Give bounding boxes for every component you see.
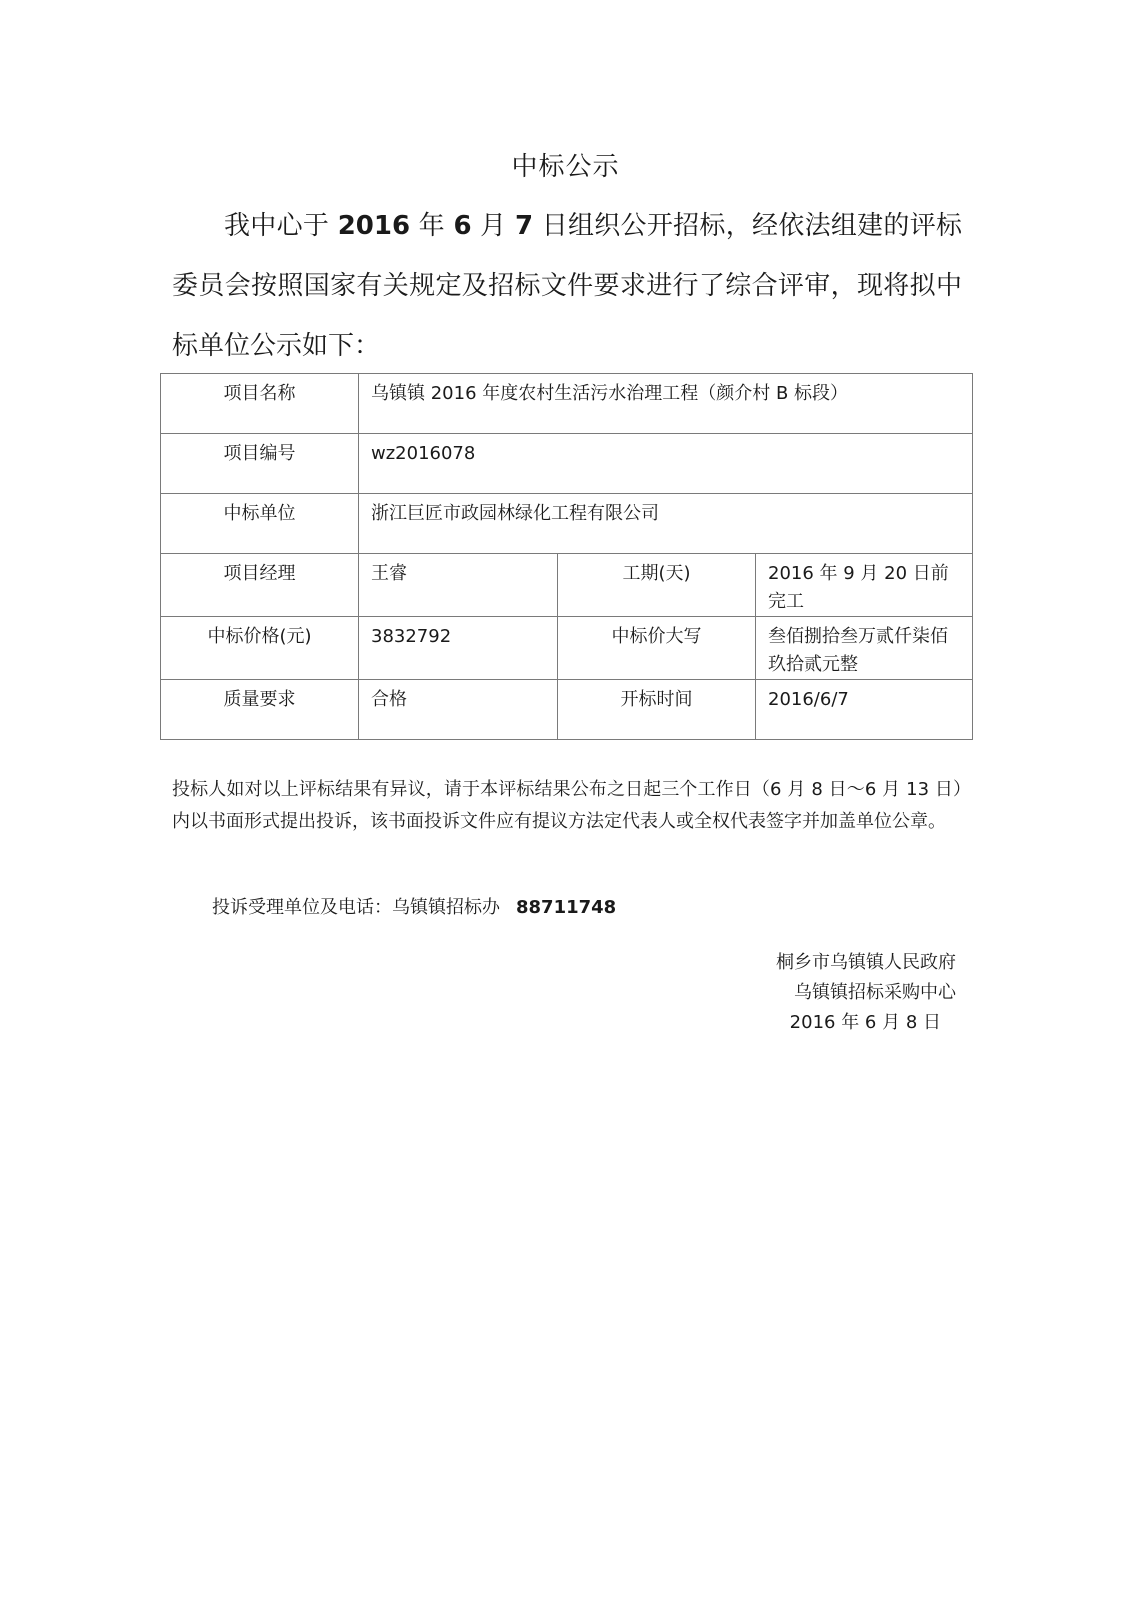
winner-label: 中标单位 bbox=[161, 494, 359, 554]
page-title: 中标公示 bbox=[511, 152, 620, 182]
signature-org-center: 乌镇镇招标采购中心 bbox=[794, 982, 956, 1003]
signature-block bbox=[776, 948, 956, 1038]
intro-text-3: 月 bbox=[480, 211, 507, 241]
duration-value: 2016 年 9 月 20 日前完工 bbox=[756, 554, 973, 617]
intro-day: 7 bbox=[515, 211, 534, 241]
signature-date: 2016 年 6 月 8 日 bbox=[789, 1012, 941, 1033]
manager-label: 项目经理 bbox=[161, 554, 359, 617]
intro-paragraph bbox=[172, 196, 962, 376]
intro-text-1: 我中心于 bbox=[224, 211, 330, 241]
table-row bbox=[161, 554, 973, 617]
project-no-value: wz2016078 bbox=[359, 434, 973, 494]
quality-value: 合格 bbox=[359, 680, 558, 740]
intro-text-2: 年 bbox=[418, 211, 445, 241]
manager-value: 王睿 bbox=[359, 554, 558, 617]
price-upper-value: 叁佰捌拾叁万贰仟柒佰玖拾贰元整 bbox=[756, 617, 973, 680]
intro-year: 2016 bbox=[337, 211, 411, 241]
table-row bbox=[161, 374, 973, 434]
quality-label: 质量要求 bbox=[161, 680, 359, 740]
project-name-value: 乌镇镇 2016 年度农村生活污水治理工程（颜介村 B 标段） bbox=[359, 374, 973, 434]
contact-phone: 88711748 bbox=[516, 897, 617, 918]
table-row bbox=[161, 617, 973, 680]
project-no-label: 项目编号 bbox=[161, 434, 359, 494]
contact-label: 投诉受理单位及电话：乌镇镇招标办 bbox=[212, 897, 500, 918]
complaint-contact bbox=[212, 892, 616, 924]
intro-text-4: 日组织公开招标，经依法组建的评标委员会按照国家有关规定及招标文件要求进行了综合评审，现将拟中标单位公示如下： bbox=[172, 211, 963, 361]
intro-month: 6 bbox=[453, 211, 472, 241]
open-time-label: 开标时间 bbox=[558, 680, 756, 740]
signature-org-government: 桐乡市乌镇镇人民政府 bbox=[776, 952, 956, 973]
price-value: 3832792 bbox=[359, 617, 558, 680]
table-row bbox=[161, 434, 973, 494]
table-row bbox=[161, 680, 973, 740]
table-row bbox=[161, 494, 973, 554]
price-label: 中标价格(元) bbox=[161, 617, 359, 680]
duration-label: 工期(天) bbox=[558, 554, 756, 617]
winner-value: 浙江巨匠市政园林绿化工程有限公司 bbox=[359, 494, 973, 554]
open-time-value: 2016/6/7 bbox=[756, 680, 973, 740]
project-name-label: 项目名称 bbox=[161, 374, 359, 434]
objection-notice: 投标人如对以上评标结果有异议，请于本评标结果公布之日起三个工作日（6 月 8 日～6 月 13 日）内以书面形式提出投诉，该书面投诉文件应有提议方法定代表人或全权代表签字并加盖单位公章。 bbox=[172, 779, 962, 832]
price-upper-label: 中标价大写 bbox=[558, 617, 756, 680]
award-info-table bbox=[160, 373, 973, 740]
